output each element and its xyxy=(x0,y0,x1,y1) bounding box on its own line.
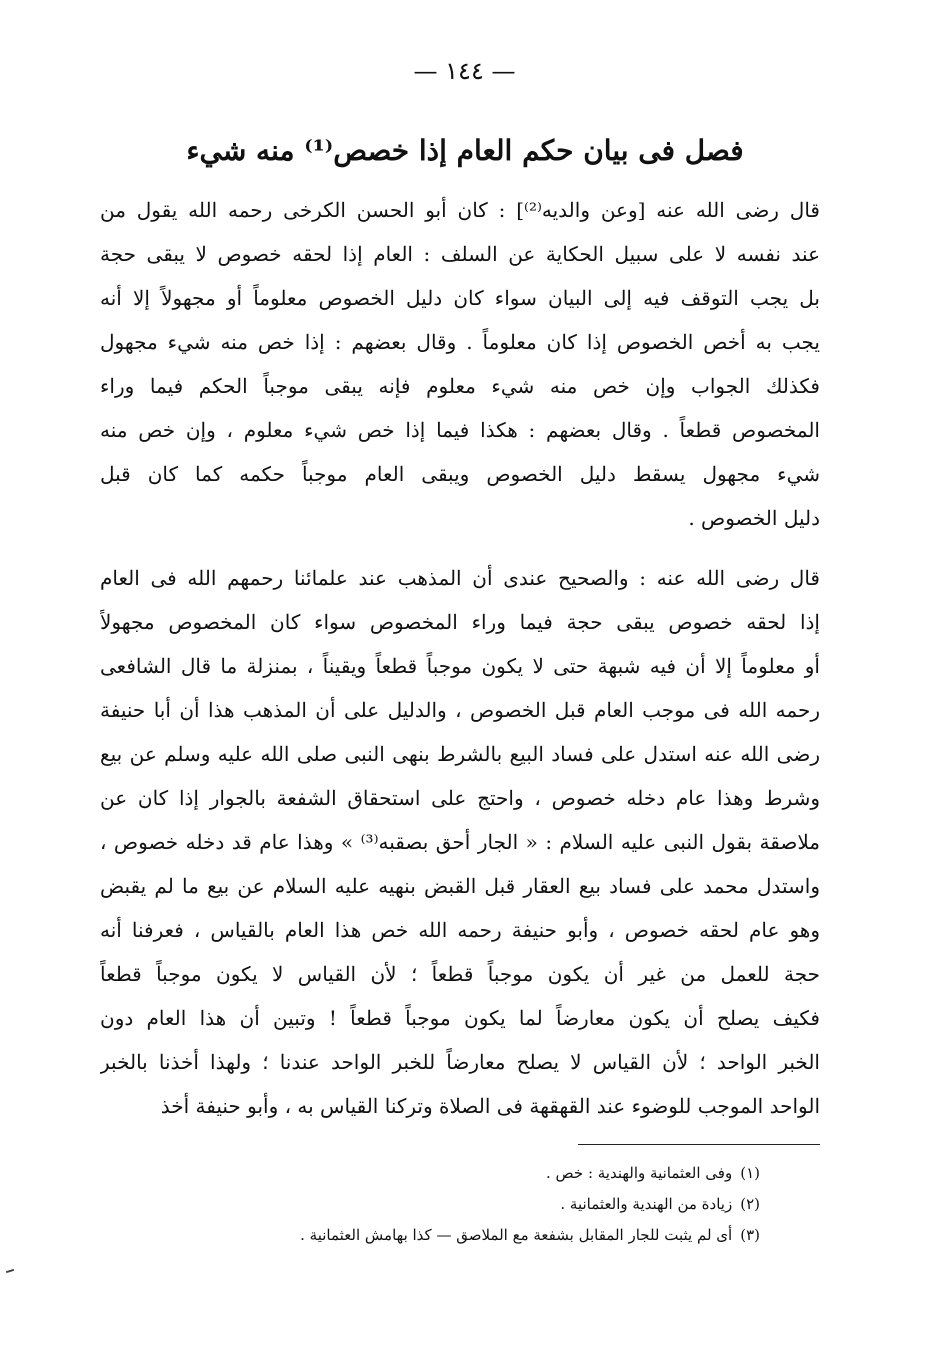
text-line: رحمه الله فى موجب العام قبل الخصوص ، والدليل على أن المذهب هذا أن أبا حنيفة xyxy=(100,698,820,722)
footnote xyxy=(240,1220,760,1251)
text-line: المخصوص قطعاً . وقال بعضهم : هكذا فيما إذا خص شيء معلوم ، وإن خص منه xyxy=(100,418,820,442)
margin-mark xyxy=(6,1269,14,1273)
text-line: قال رضى الله عنه : والصحيح عندى أن المذهب عند علمائنا رحمهم الله فى العام xyxy=(100,566,820,590)
text-line: فكذلك الجواب وإن خص منه شيء معلوم فإنه يبقى موجباً الحكم فيما وراء xyxy=(100,374,820,398)
text-line: عند نفسه لا على سبيل الحكاية عن السلف : العام إذا لحقه خصوص لا يبقى حجة xyxy=(100,242,820,266)
text-line: الخبر الواحد ؛ لأن القياس لا يصلح معارضاً للخبر الواحد عندنا ؛ ولهذا أخذنا بالخبر xyxy=(100,1050,820,1074)
paragraph-2 xyxy=(100,556,820,1128)
text-line: بل يجب التوقف فيه إلى البيان سواء كان دليل الخصوص معلوماً أو مجهولاً إلا أنه xyxy=(100,286,820,310)
footnotes xyxy=(240,1158,760,1251)
footnote-number: (٢) xyxy=(740,1195,760,1213)
footnote xyxy=(240,1158,760,1189)
text-line: قال رضى الله عنه [وعن والديه⁽²⁾] : كان أبو الحسن الكرخى رحمه الله يقول من xyxy=(100,198,820,222)
footnote-text: وفى العثمانية والهندية : خص . xyxy=(545,1164,733,1182)
text-line: فكيف يصلح أن يكون معارضاً لما يكون موجباً قطعاً ! وتبين أن هذا العام دون xyxy=(100,1006,820,1030)
text-line: يجب به أخص الخصوص إذا كان معلوماً . وقال بعضهم : إذا خص منه شيء مجهول xyxy=(100,330,820,354)
page-number: — ١٤٤ — xyxy=(413,57,516,85)
text-line: حجة للعمل من غير أن يكون موجباً قطعاً ؛ لأن القياس لا يكون موجباً قطعاً xyxy=(100,962,820,986)
footnote xyxy=(240,1189,760,1220)
text-line: الواحد الموجب للوضوء عند القهقهة فى الصلاة وتركنا القياس به ، وأبو حنيفة أخذ xyxy=(160,1094,820,1118)
text-line: واستدل محمد على فساد بيع العقار قبل القبض بنهيه عليه السلام عن بيع ما لم يقبض xyxy=(100,874,820,898)
footnote-number: (٣) xyxy=(740,1226,760,1244)
text-line: رضى الله عنه استدل على فساد البيع بالشرط بنهى النبى صلى الله عليه وسلم عن بيع xyxy=(100,742,820,766)
paragraph-1 xyxy=(100,188,820,540)
text-line: إذا لحقه خصوص يبقى حجة فيما وراء المخصوص سواء كان المخصوص مجهولاً xyxy=(100,610,820,634)
footnote-divider xyxy=(578,1144,820,1145)
text-line: دليل الخصوص . xyxy=(688,506,820,530)
chapter-heading: فصل فى بيان حكم العام إذا خصص⁽¹⁾ منه شيء xyxy=(186,134,744,167)
footnote-number: (١) xyxy=(740,1164,760,1182)
text-line: شيء مجهول يسقط دليل الخصوص ويبقى العام موجباً حكمه كما كان قبل xyxy=(100,462,820,486)
text-line: ملاصقة بقول النبى عليه السلام : « الجار أحق بصقبه⁽³⁾ » وهذا عام قد دخله خصوص ، xyxy=(100,830,820,854)
footnote-text: أى لم يثبت للجار المقابل بشفعة مع الملاصق — كذا بهامش العثمانية . xyxy=(300,1226,733,1244)
text-line: وشرط وهذا عام دخله خصوص ، واحتج على استحقاق الشفعة بالجوار إذا كان عن xyxy=(100,786,820,810)
text-line: وهو عام لحقه خصوص ، وأبو حنيفة رحمه الله خص هذا العام بالقياس ، فعرفنا أنه xyxy=(100,918,820,942)
text-line: أو معلوماً إلا أن فيه شبهة حتى لا يكون موجباً قطعاً ويقيناً ، بمنزلة ما قال الشافعى xyxy=(100,654,820,678)
footnote-text: زيادة من الهندية والعثمانية . xyxy=(560,1195,733,1213)
